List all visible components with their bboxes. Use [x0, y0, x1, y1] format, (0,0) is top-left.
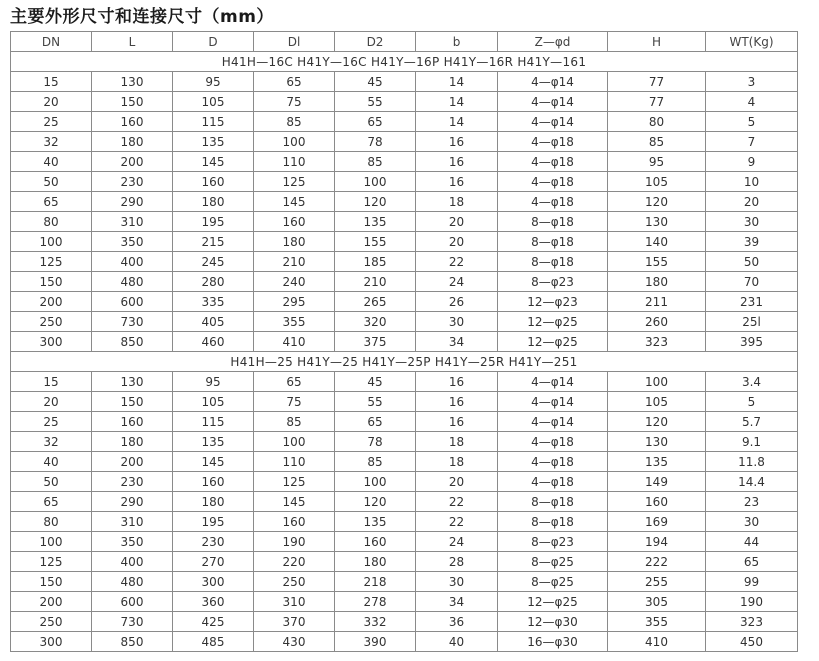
table-cell: 125 — [11, 252, 92, 272]
table-row — [11, 492, 798, 512]
table-row — [11, 592, 798, 612]
table-cell: 110 — [254, 452, 335, 472]
table-cell: 211 — [608, 292, 706, 312]
table-cell: 9 — [706, 152, 798, 172]
table-cell: 218 — [335, 572, 416, 592]
table-cell: 16 — [416, 412, 498, 432]
table-cell: 295 — [254, 292, 335, 312]
table-cell: 335 — [173, 292, 254, 312]
table-row — [11, 392, 798, 412]
table-cell: 230 — [92, 472, 173, 492]
table-cell: 25 — [11, 412, 92, 432]
table-cell: 5.7 — [706, 412, 798, 432]
table-cell: 730 — [92, 312, 173, 332]
table-cell: 300 — [11, 632, 92, 652]
table-cell: 16—φ30 — [498, 632, 608, 652]
table-cell: 25l — [706, 312, 798, 332]
table-cell: 160 — [254, 212, 335, 232]
table-cell: 150 — [11, 572, 92, 592]
table-cell: 23 — [706, 492, 798, 512]
table-cell: 332 — [335, 612, 416, 632]
table-cell: 200 — [11, 292, 92, 312]
table-cell: 4—φ14 — [498, 412, 608, 432]
table-cell: 370 — [254, 612, 335, 632]
table-row — [11, 292, 798, 312]
table-row — [11, 132, 798, 152]
table-cell: 135 — [335, 512, 416, 532]
table-cell: 40 — [416, 632, 498, 652]
table-cell: 15 — [11, 372, 92, 392]
table-row — [11, 512, 798, 532]
table-row — [11, 232, 798, 252]
table-cell: 135 — [335, 212, 416, 232]
table-cell: 99 — [706, 572, 798, 592]
table-cell: 850 — [92, 632, 173, 652]
table-cell: 32 — [11, 432, 92, 452]
table-cell: 39 — [706, 232, 798, 252]
table-cell: 145 — [254, 192, 335, 212]
table-cell: 150 — [92, 392, 173, 412]
table-cell: 230 — [173, 532, 254, 552]
table-cell: 12—φ25 — [498, 592, 608, 612]
table-cell: 65 — [11, 492, 92, 512]
table-cell: 160 — [608, 492, 706, 512]
table-cell: 22 — [416, 512, 498, 532]
table-cell: 480 — [92, 572, 173, 592]
table-cell: 85 — [335, 452, 416, 472]
table-cell: 45 — [335, 72, 416, 92]
table-cell: 8—φ18 — [498, 512, 608, 532]
table-cell: 45 — [335, 372, 416, 392]
table-cell: 4—φ18 — [498, 432, 608, 452]
table-cell: 180 — [608, 272, 706, 292]
table-cell: 120 — [608, 192, 706, 212]
table-cell: 260 — [608, 312, 706, 332]
table-cell: 195 — [173, 212, 254, 232]
table-cell: 12—φ25 — [498, 332, 608, 352]
table-row — [11, 612, 798, 632]
table-cell: 65 — [254, 72, 335, 92]
table-cell: 3 — [706, 72, 798, 92]
table-cell: 24 — [416, 272, 498, 292]
table-cell: 16 — [416, 152, 498, 172]
table-cell: 231 — [706, 292, 798, 312]
table-cell: 240 — [254, 272, 335, 292]
table-row — [11, 332, 798, 352]
table-cell: 310 — [92, 212, 173, 232]
table-cell: 12—φ23 — [498, 292, 608, 312]
page-title: 主要外形尺寸和连接尺寸（mm） — [10, 7, 274, 27]
column-header-bolt-holes: Z—φd — [498, 32, 608, 52]
table-cell: 160 — [173, 172, 254, 192]
table-cell: 130 — [92, 372, 173, 392]
table-cell: 250 — [11, 312, 92, 332]
table-cell: 85 — [608, 132, 706, 152]
table-cell: 278 — [335, 592, 416, 612]
column-header-d: D — [173, 32, 254, 52]
table-cell: 4 — [706, 92, 798, 112]
table-cell: 130 — [92, 72, 173, 92]
table-cell: 100 — [11, 532, 92, 552]
table-cell: 40 — [11, 452, 92, 472]
table-cell: 65 — [706, 552, 798, 572]
table-cell: 350 — [92, 532, 173, 552]
table-cell: 120 — [608, 412, 706, 432]
table-cell: 9.1 — [706, 432, 798, 452]
table-cell: 20 — [416, 472, 498, 492]
table-row — [11, 552, 798, 572]
table-cell: 75 — [254, 92, 335, 112]
group-header-row — [11, 52, 798, 72]
table-cell: 25 — [11, 112, 92, 132]
table-cell: 145 — [173, 152, 254, 172]
table-row — [11, 252, 798, 272]
table-cell: 105 — [173, 92, 254, 112]
table-cell: 145 — [254, 492, 335, 512]
table-cell: 115 — [173, 112, 254, 132]
table-cell: 105 — [608, 392, 706, 412]
table-cell: 485 — [173, 632, 254, 652]
table-cell: 125 — [254, 472, 335, 492]
table-cell: 323 — [608, 332, 706, 352]
table-cell: 100 — [335, 472, 416, 492]
table-cell: 215 — [173, 232, 254, 252]
table-row — [11, 212, 798, 232]
table-cell: 55 — [335, 392, 416, 412]
table-cell: 11.8 — [706, 452, 798, 472]
table-cell: 195 — [173, 512, 254, 532]
table-cell: 410 — [608, 632, 706, 652]
table-cell: 30 — [706, 512, 798, 532]
table-cell: 50 — [11, 472, 92, 492]
table-cell: 410 — [254, 332, 335, 352]
group-header-row — [11, 352, 798, 372]
table-cell: 20 — [11, 392, 92, 412]
table-cell: 120 — [335, 192, 416, 212]
table-cell: 4—φ18 — [498, 192, 608, 212]
table-cell: 130 — [608, 212, 706, 232]
table-cell: 24 — [416, 532, 498, 552]
table-cell: 20 — [416, 232, 498, 252]
table-cell: 65 — [335, 112, 416, 132]
table-cell: 850 — [92, 332, 173, 352]
group-header: H41H—25 H41Y—25 H41Y—25P H41Y—25R H41Y—251 — [11, 352, 798, 372]
table-cell: 4—φ18 — [498, 472, 608, 492]
table-cell: 115 — [173, 412, 254, 432]
table-cell: 200 — [92, 152, 173, 172]
table-cell: 390 — [335, 632, 416, 652]
table-cell: 290 — [92, 492, 173, 512]
table-row — [11, 452, 798, 472]
table-cell: 375 — [335, 332, 416, 352]
table-cell: 85 — [254, 112, 335, 132]
table-row — [11, 472, 798, 492]
table-cell: 8—φ23 — [498, 532, 608, 552]
table-cell: 185 — [335, 252, 416, 272]
table-cell: 395 — [706, 332, 798, 352]
table-cell: 12—φ25 — [498, 312, 608, 332]
table-cell: 65 — [254, 372, 335, 392]
table-cell: 100 — [254, 432, 335, 452]
table-cell: 77 — [608, 72, 706, 92]
table-cell: 4—φ18 — [498, 132, 608, 152]
table-cell: 350 — [92, 232, 173, 252]
table-cell: 190 — [706, 592, 798, 612]
table-cell: 55 — [335, 92, 416, 112]
table-cell: 245 — [173, 252, 254, 272]
table-row — [11, 312, 798, 332]
table-cell: 155 — [608, 252, 706, 272]
table-cell: 14 — [416, 92, 498, 112]
table-cell: 145 — [173, 452, 254, 472]
table-cell: 18 — [416, 192, 498, 212]
table-cell: 140 — [608, 232, 706, 252]
column-header-h: H — [608, 32, 706, 52]
column-header-dn: DN — [11, 32, 92, 52]
table-cell: 730 — [92, 612, 173, 632]
table-cell: 16 — [416, 172, 498, 192]
table-cell: 80 — [608, 112, 706, 132]
table-cell: 220 — [254, 552, 335, 572]
table-cell: 22 — [416, 252, 498, 272]
table-cell: 270 — [173, 552, 254, 572]
table-cell: 44 — [706, 532, 798, 552]
table-cell: 4—φ18 — [498, 152, 608, 172]
table-cell: 16 — [416, 372, 498, 392]
table-cell: 300 — [173, 572, 254, 592]
table-cell: 105 — [608, 172, 706, 192]
table-cell: 78 — [335, 432, 416, 452]
table-cell: 135 — [608, 452, 706, 472]
table-cell: 16 — [416, 132, 498, 152]
table-cell: 190 — [254, 532, 335, 552]
table-cell: 150 — [11, 272, 92, 292]
header-row — [11, 32, 798, 52]
table-cell: 160 — [254, 512, 335, 532]
table-cell: 34 — [416, 332, 498, 352]
table-cell: 480 — [92, 272, 173, 292]
table-cell: 20 — [416, 212, 498, 232]
table-cell: 425 — [173, 612, 254, 632]
table-cell: 4—φ14 — [498, 112, 608, 132]
table-cell: 26 — [416, 292, 498, 312]
table-cell: 8—φ25 — [498, 572, 608, 592]
table-cell: 450 — [706, 632, 798, 652]
table-cell: 4—φ14 — [498, 72, 608, 92]
table-cell: 100 — [11, 232, 92, 252]
table-row — [11, 192, 798, 212]
table-cell: 355 — [608, 612, 706, 632]
table-cell: 5 — [706, 112, 798, 132]
table-cell: 290 — [92, 192, 173, 212]
table-row — [11, 572, 798, 592]
table-row — [11, 632, 798, 652]
table-cell: 160 — [92, 112, 173, 132]
table-cell: 10 — [706, 172, 798, 192]
table-cell: 75 — [254, 392, 335, 412]
table-cell: 355 — [254, 312, 335, 332]
column-header-weight: WT(Kg) — [706, 32, 798, 52]
table-cell: 50 — [11, 172, 92, 192]
table-cell: 320 — [335, 312, 416, 332]
table-cell: 600 — [92, 292, 173, 312]
table-cell: 80 — [11, 512, 92, 532]
table-cell: 200 — [92, 452, 173, 472]
column-header-d1: Dl — [254, 32, 335, 52]
dimensions-table — [10, 31, 798, 652]
table-cell: 280 — [173, 272, 254, 292]
table-cell: 65 — [335, 412, 416, 432]
table-cell: 600 — [92, 592, 173, 612]
table-cell: 4—φ14 — [498, 372, 608, 392]
table-row — [11, 372, 798, 392]
table-cell: 85 — [254, 412, 335, 432]
table-cell: 305 — [608, 592, 706, 612]
table-cell: 160 — [92, 412, 173, 432]
table-cell: 30 — [416, 572, 498, 592]
table-cell: 8—φ23 — [498, 272, 608, 292]
table-cell: 70 — [706, 272, 798, 292]
column-header-b: b — [416, 32, 498, 52]
column-header-l: L — [92, 32, 173, 52]
table-cell: 34 — [416, 592, 498, 612]
table-row — [11, 532, 798, 552]
table-cell: 180 — [92, 432, 173, 452]
table-cell: 85 — [335, 152, 416, 172]
table-cell: 265 — [335, 292, 416, 312]
table-cell: 135 — [173, 132, 254, 152]
table-row — [11, 172, 798, 192]
table-cell: 155 — [335, 232, 416, 252]
table-cell: 210 — [254, 252, 335, 272]
table-cell: 400 — [92, 552, 173, 572]
table-cell: 460 — [173, 332, 254, 352]
table-cell: 250 — [254, 572, 335, 592]
table-cell: 180 — [92, 132, 173, 152]
table-cell: 14 — [416, 72, 498, 92]
table-cell: 12—φ30 — [498, 612, 608, 632]
table-cell: 20 — [706, 192, 798, 212]
table-cell: 150 — [92, 92, 173, 112]
table-cell: 230 — [92, 172, 173, 192]
table-row — [11, 112, 798, 132]
table-cell: 194 — [608, 532, 706, 552]
table-cell: 222 — [608, 552, 706, 572]
table-cell: 250 — [11, 612, 92, 632]
table-cell: 30 — [416, 312, 498, 332]
table-cell: 28 — [416, 552, 498, 572]
table-cell: 110 — [254, 152, 335, 172]
table-cell: 8—φ18 — [498, 252, 608, 272]
table-cell: 77 — [608, 92, 706, 112]
table-cell: 160 — [335, 532, 416, 552]
table-cell: 65 — [11, 192, 92, 212]
table-cell: 14.4 — [706, 472, 798, 492]
table-cell: 149 — [608, 472, 706, 492]
table-cell: 323 — [706, 612, 798, 632]
table-cell: 4—φ14 — [498, 92, 608, 112]
table-cell: 14 — [416, 112, 498, 132]
table-cell: 160 — [173, 472, 254, 492]
table-row — [11, 432, 798, 452]
table-cell: 8—φ18 — [498, 232, 608, 252]
table-cell: 18 — [416, 452, 498, 472]
table-cell: 20 — [11, 92, 92, 112]
table-cell: 78 — [335, 132, 416, 152]
column-header-d2: D2 — [335, 32, 416, 52]
table-cell: 130 — [608, 432, 706, 452]
table-cell: 400 — [92, 252, 173, 272]
table-cell: 430 — [254, 632, 335, 652]
table-cell: 310 — [92, 512, 173, 532]
table-cell: 36 — [416, 612, 498, 632]
table-cell: 255 — [608, 572, 706, 592]
group-header: H41H—16C H41Y—16C H41Y—16P H41Y—16R H41Y—161 — [11, 52, 798, 72]
table-cell: 16 — [416, 392, 498, 412]
table-cell: 3.4 — [706, 372, 798, 392]
table-cell: 180 — [173, 492, 254, 512]
table-cell: 8—φ18 — [498, 492, 608, 512]
table-cell: 360 — [173, 592, 254, 612]
table-row — [11, 152, 798, 172]
table-cell: 125 — [254, 172, 335, 192]
table-cell: 310 — [254, 592, 335, 612]
table-cell: 22 — [416, 492, 498, 512]
table-cell: 4—φ18 — [498, 172, 608, 192]
table-cell: 200 — [11, 592, 92, 612]
table-cell: 300 — [11, 332, 92, 352]
table-cell: 105 — [173, 392, 254, 412]
table-cell: 15 — [11, 72, 92, 92]
table-cell: 100 — [608, 372, 706, 392]
table-row — [11, 72, 798, 92]
table-cell: 40 — [11, 152, 92, 172]
table-cell: 5 — [706, 392, 798, 412]
table-cell: 120 — [335, 492, 416, 512]
table-cell: 210 — [335, 272, 416, 292]
table-cell: 169 — [608, 512, 706, 532]
table-cell: 7 — [706, 132, 798, 152]
table-cell: 32 — [11, 132, 92, 152]
table-cell: 95 — [173, 72, 254, 92]
table-cell: 180 — [254, 232, 335, 252]
table-cell: 95 — [173, 372, 254, 392]
table-row — [11, 412, 798, 432]
table-cell: 4—φ14 — [498, 392, 608, 412]
table-cell: 30 — [706, 212, 798, 232]
table-cell: 135 — [173, 432, 254, 452]
table-cell: 8—φ25 — [498, 552, 608, 572]
table-cell: 95 — [608, 152, 706, 172]
table-cell: 405 — [173, 312, 254, 332]
table-cell: 50 — [706, 252, 798, 272]
table-cell: 100 — [335, 172, 416, 192]
table-cell: 100 — [254, 132, 335, 152]
table-body — [11, 52, 798, 652]
table-cell: 180 — [335, 552, 416, 572]
table-cell: 18 — [416, 432, 498, 452]
table-cell: 125 — [11, 552, 92, 572]
table-cell: 80 — [11, 212, 92, 232]
table-cell: 180 — [173, 192, 254, 212]
table-cell: 4—φ18 — [498, 452, 608, 472]
table-row — [11, 272, 798, 292]
table-cell: 8—φ18 — [498, 212, 608, 232]
table-row — [11, 92, 798, 112]
